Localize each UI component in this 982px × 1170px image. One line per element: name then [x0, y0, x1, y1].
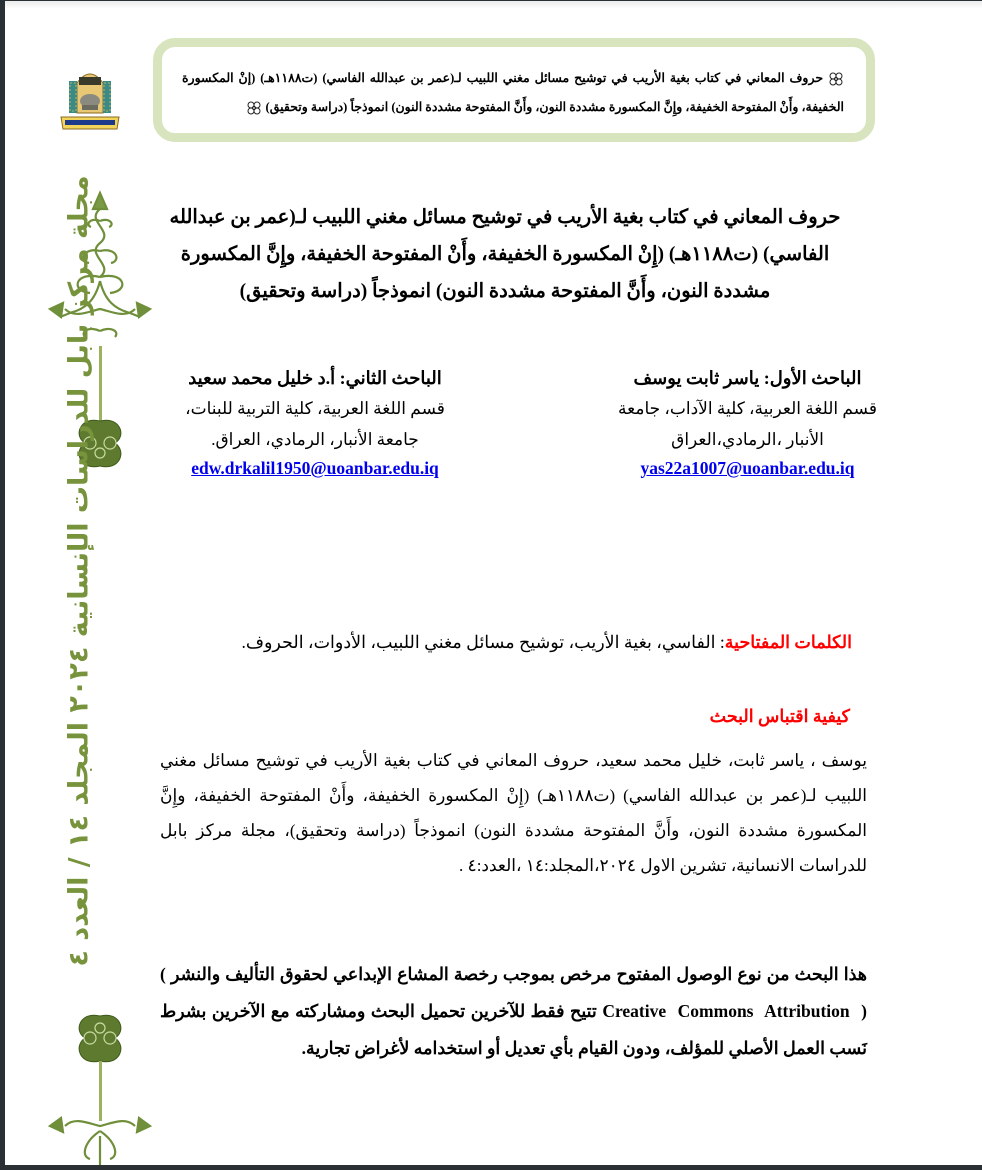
- journal-vertical-label: [59, 175, 99, 967]
- running-header-text: حروف المعاني في كتاب بغية الأريب في توشيح مسائل مغني اللبيب لـ(عمر بن عبدالله الفاسي) (ت١١٨٨هـ) (إنْ المكسورة الخفيفة، وأَنْ المفتوحة الخفيفة، وإِنَّ المكسورة مشددة النون، وأَنَّ المفتوحة مشددة النون) انموذجاً (دراسة وتحقيق): [182, 71, 844, 114]
- license-cc-name: ( Creative Commons Attribution ): [160, 964, 867, 1021]
- author-email-link[interactable]: yas22a1007@uoanbar.edu.iq: [640, 458, 855, 478]
- author-affiliation: الأنبار ،الرمادي،العراق: [671, 430, 824, 449]
- ornament-icon: [246, 100, 262, 116]
- institution-logo: [55, 61, 125, 133]
- author-first: [605, 363, 890, 481]
- license-text-part1: هذا البحث من نوع الوصول المفتوح مرخص بموجب رخصة المشاع الإبداعي لحقوق التأليف والنشر: [165, 964, 867, 984]
- keywords: [195, 629, 852, 655]
- keywords-text: الفاسي، بغية الأريب، توشيح مسائل مغني اللبيب، الأدوات، الحروف.: [241, 632, 720, 652]
- author-name: الباحث الأول: ياسر ثابت يوسف: [633, 368, 862, 388]
- page-top-shadow: [5, 1, 982, 9]
- author-affiliation: قسم اللغة العربية، كلية الآداب، جامعة: [618, 399, 877, 418]
- author-affiliation: قسم اللغة العربية، كلية التربية للبنات،: [185, 399, 445, 418]
- journal-vertical-text: مجلة مركز بابل للدراسات الإنسانية ٢٠٢٤ المجلد ١٤ / العدد ٤: [63, 175, 95, 967]
- keywords-label: الكلمات المفتاحية: [724, 632, 852, 652]
- license-statement: [160, 956, 867, 1067]
- paper-title: حروف المعاني في كتاب بغية الأريب في توشيح مسائل مغني اللبيب لـ(عمر بن عبدالله الفاسي) (ت١١٨٨هـ) (إِنْ المكسورة الخفيفة، وأَنْ المفتوحة الخفيفة، وإِنَّ المكسورة مشددة النون، وأَنَّ المفتوحة مشددة النون) انموذجاً (دراسة وتحقيق): [169, 207, 841, 302]
- ornament-icon: [828, 71, 844, 87]
- document-page: [5, 1, 982, 1165]
- running-header-frame: [153, 38, 875, 142]
- author-affiliation: جامعة الأنبار، الرمادي، العراق.: [211, 430, 419, 449]
- keywords-colon: :: [719, 632, 725, 652]
- citation-heading: كيفية اقتباس البحث: [709, 706, 850, 726]
- author-name: الباحث الثاني: أ.د خليل محمد سعيد: [188, 368, 442, 388]
- citation-text: يوسف ، ياسر ثابت، خليل محمد سعيد، حروف المعاني في كتاب بغية الأريب في توشيح مسائل مغني اللبيب لـ(عمر بن عبدالله الفاسي) (ت١١٨٨هـ) (إِنْ المكسورة الخفيفة، وأَنْ المفتوحة الخفيفة، وإِنَّ المكسورة مشددة النون، وأَنَّ المفتوحة مشددة النون) انموذجاً (دراسة وتحقيق)، مجلة مركز بابل للدراسات الانسانية، تشرين الاول ٢٠٢٤،المجلد:١٤ ،العدد:٤ .: [160, 751, 867, 875]
- license-text-part2: تتيح فقط للآخرين تحميل البحث ومشاركته مع الآخرين بشرط نَسب العمل الأصلي للمؤلف، ودون القيام بأي تعديل أو استخدامه لأغراض تجارية.: [160, 1001, 867, 1058]
- running-header: [182, 64, 844, 122]
- author-second: [165, 363, 465, 481]
- author-email-link[interactable]: edw.drkalil1950@uoanbar.edu.iq: [191, 458, 439, 478]
